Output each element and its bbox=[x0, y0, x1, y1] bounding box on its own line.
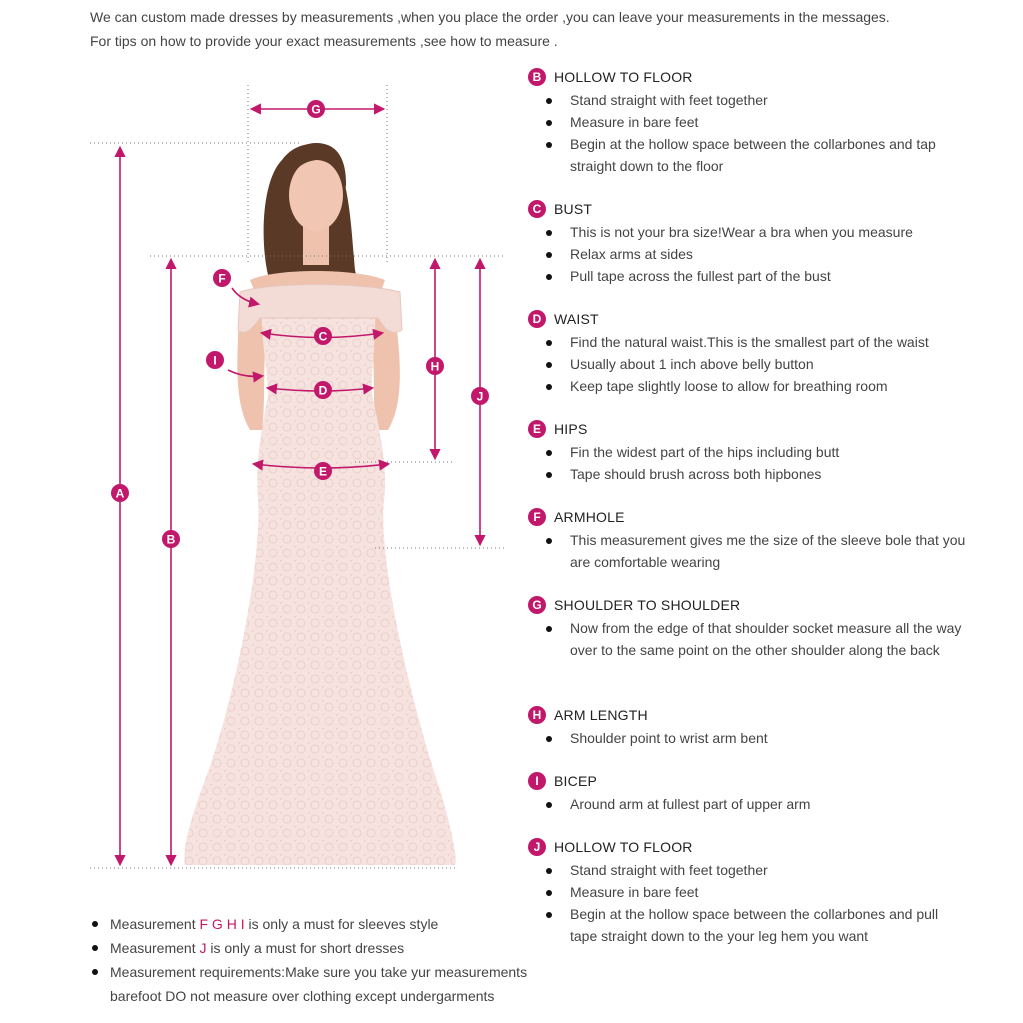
label-i-badge bbox=[206, 351, 224, 369]
label-d-badge bbox=[314, 381, 332, 399]
label-b-badge bbox=[162, 530, 180, 548]
label-e-badge bbox=[314, 462, 332, 480]
label-g: G bbox=[311, 102, 321, 117]
section-f bbox=[528, 507, 968, 573]
list-item: Around arm at fullest part of upper arm bbox=[528, 793, 968, 815]
label-h: H bbox=[430, 359, 440, 374]
intro-line-1: We can custom made dresses by measurements ,when you place the order ,you can leave your measurements in the messages. bbox=[90, 9, 890, 25]
note-highlight: J bbox=[199, 940, 207, 956]
label-a: A bbox=[115, 486, 125, 501]
list-item: Relax arms at sides bbox=[528, 243, 968, 265]
list-item: Begin at the hollow space between the collarbones and tap straight down to the floor bbox=[528, 133, 968, 177]
section-title: ARM LENGTH bbox=[554, 707, 648, 723]
label-j-badge bbox=[471, 387, 489, 405]
note-text: is only a must for short dresses bbox=[206, 940, 405, 956]
note-text: Measurement bbox=[110, 916, 200, 932]
label-j: J bbox=[476, 389, 484, 404]
section-title: BUST bbox=[554, 201, 593, 217]
section-badge: H bbox=[528, 706, 546, 724]
label-c: C bbox=[318, 329, 328, 344]
label-e: E bbox=[318, 464, 328, 479]
list-item: Keep tape slightly loose to allow for breathing room bbox=[528, 375, 968, 397]
list-item: This is not your bra size!Wear a bra when you measure bbox=[528, 221, 968, 243]
label-h-badge bbox=[426, 357, 444, 375]
list-item: Stand straight with feet together bbox=[528, 89, 968, 111]
label-f: F bbox=[218, 271, 226, 286]
section-title: HOLLOW TO FLOOR bbox=[554, 69, 693, 85]
section-title: WAIST bbox=[554, 311, 599, 327]
list-item: Measure in bare feet bbox=[528, 111, 968, 133]
list-item: Begin at the hollow space between the collarbones and pull tape straight down to the your leg hem you want bbox=[528, 903, 968, 947]
section-e bbox=[528, 419, 968, 485]
label-c-badge bbox=[314, 327, 332, 345]
note-item: Measurement requirements:Make sure you take yur measurements barefoot DO not measure over clothing except undergarments bbox=[90, 960, 530, 1008]
section-d bbox=[528, 309, 968, 397]
note-item bbox=[90, 912, 530, 936]
model-illustration bbox=[184, 143, 455, 865]
note-text: Measurement bbox=[110, 940, 200, 956]
list-item: Fin the widest part of the hips including butt bbox=[528, 441, 968, 463]
label-i: I bbox=[213, 353, 217, 368]
section-badge: C bbox=[528, 200, 546, 218]
section-badge: F bbox=[528, 508, 546, 526]
section-title: ARMHOLE bbox=[554, 509, 625, 525]
measurement-notes bbox=[90, 912, 530, 1008]
section-c bbox=[528, 199, 968, 287]
label-a-badge bbox=[111, 484, 129, 502]
list-item: Usually about 1 inch above belly button bbox=[528, 353, 968, 375]
section-badge: E bbox=[528, 420, 546, 438]
section-h bbox=[528, 705, 968, 749]
section-title: HIPS bbox=[554, 421, 588, 437]
section-badge: J bbox=[528, 838, 546, 856]
list-item: Measure in bare feet bbox=[528, 881, 968, 903]
label-d: D bbox=[318, 383, 328, 398]
list-item: Find the natural waist.This is the smallest part of the waist bbox=[528, 331, 968, 353]
note-highlight: F G H I bbox=[199, 916, 245, 932]
section-title: SHOULDER TO SHOULDER bbox=[554, 597, 741, 613]
section-j bbox=[528, 837, 968, 947]
label-b: B bbox=[166, 532, 176, 547]
section-i bbox=[528, 771, 968, 815]
section-g bbox=[528, 595, 968, 661]
list-item: Stand straight with feet together bbox=[528, 859, 968, 881]
section-badge: B bbox=[528, 68, 546, 86]
note-text: is only a must for sleeves style bbox=[244, 916, 439, 932]
section-title: BICEP bbox=[554, 773, 598, 789]
list-item: Tape should brush across both hipbones bbox=[528, 463, 968, 485]
section-badge: I bbox=[528, 772, 546, 790]
list-item: Now from the edge of that shoulder socket measure all the way over to the same point on the other shoulder along the back bbox=[528, 617, 968, 661]
section-b bbox=[528, 67, 968, 177]
label-g-badge bbox=[307, 100, 325, 118]
label-f-badge bbox=[213, 269, 231, 287]
section-title: HOLLOW TO FLOOR bbox=[554, 839, 693, 855]
list-item: Shoulder point to wrist arm bent bbox=[528, 727, 968, 749]
section-badge: G bbox=[528, 596, 546, 614]
intro-line-2: For tips on how to provide your exact measurements ,see how to measure . bbox=[90, 33, 558, 49]
list-item: Pull tape across the fullest part of the bust bbox=[528, 265, 968, 287]
section-badge: D bbox=[528, 310, 546, 328]
list-item: This measurement gives me the size of the sleeve bole that you are comfortable wearing bbox=[528, 529, 968, 573]
note-item bbox=[90, 936, 530, 960]
